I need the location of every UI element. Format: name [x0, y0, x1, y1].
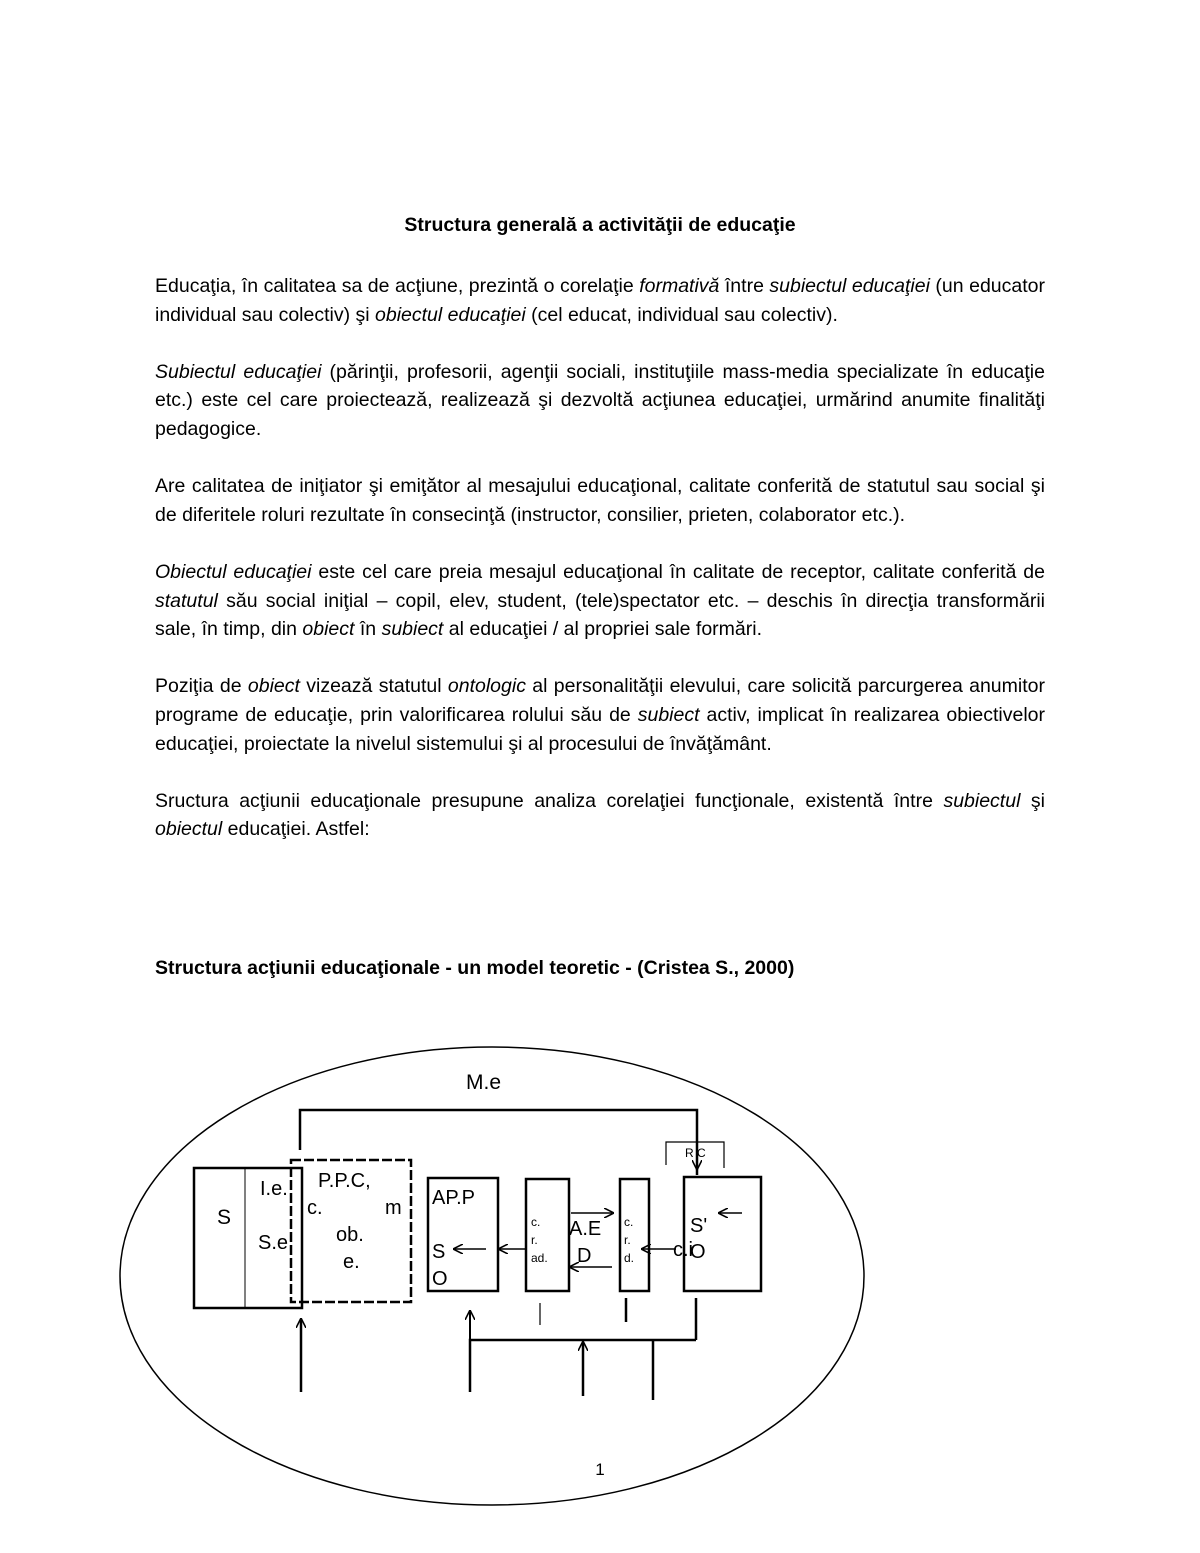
ob-label: ob.: [336, 1224, 364, 1246]
ie-label: I.e.: [260, 1178, 288, 1200]
s-prime-label: S': [690, 1215, 708, 1237]
app-label: AP.P: [432, 1187, 475, 1209]
paragraph-6: Sructura acţiunii educaţionale presupune analiza corelaţiei funcţionale, existentă între subiectul şi obiectul educaţiei. Astfel:: [155, 789, 1046, 841]
crd-d: d.: [624, 1251, 635, 1265]
diagram-title: Structura acţiunii educaţionale - un model teoretic - (Cristea S., 2000): [155, 957, 795, 979]
e-label: e.: [343, 1251, 360, 1273]
paragraph-5: Poziţia de obiect vizează statutul ontologic al personalităţii elevului, care solicită parcurgerea anumitor programe de educaţie, prin valorificarea rolului său de subiect activ, implicat în realizarea obiectivelor educaţiei, proiectate la nivelul sistemului şi al procesului de învăţământ.: [155, 675, 1045, 755]
se-label: S.e: [258, 1232, 289, 1254]
document-title: Structura generală a activităţii de educaţie: [404, 214, 796, 236]
crad-r: r.: [531, 1233, 538, 1247]
paragraph-1: Educaţia, în calitatea sa de acţiune, prezintă o corelaţie formativă între subiectul educaţiei (un educator individual sau colectiv) şi obiectul educaţiei (cel educat, individual sau colectiv).: [155, 275, 1046, 326]
page-number: 1: [595, 1460, 605, 1479]
object-o-label: O: [690, 1241, 706, 1263]
paragraph-3: Are calitatea de iniţiator şi emiţător al mesajului educaţional, calitate conferită de statutul sau social şi de diferitele roluri rezultate în consecinţă (instructor, consilier, prieten, colaborator etc.).: [155, 475, 1045, 526]
c-label: c.: [307, 1197, 323, 1219]
app-s-label: S: [432, 1241, 446, 1263]
crad-c: c.: [531, 1215, 541, 1229]
d-label: D: [577, 1245, 592, 1267]
ppc-label: P.P.C,: [318, 1170, 371, 1192]
crad-ad: ad.: [531, 1251, 548, 1265]
crd-c: c.: [624, 1215, 634, 1229]
ci-label: c.i: [673, 1239, 693, 1261]
paragraph-2: Subiectul educaţiei (părinţii, profesorii, agenţii sociali, instituţiile mass-media specializate în educaţie etc.) este cel care proiectează, realizează şi dezvoltă acţiunea educaţiei, urmărind anumite finalităţi pedagogice.: [155, 360, 1045, 440]
ae-label: A.E: [569, 1218, 602, 1240]
rc-label: R C: [685, 1146, 706, 1160]
me-label: M.e: [466, 1071, 502, 1094]
feedback-line: [300, 1110, 697, 1175]
environment-ellipse: [120, 1047, 864, 1505]
paragraph-4: Obiectul educaţiei este cel care preia mesajul educaţional în calitate de receptor, calitate conferită de statutul său social iniţial – copil, elev, student, (tele)spectator etc. – deschis în direcţia transformării sale, în timp, din obiect în subiect al educaţiei / al propriei sale formări.: [155, 560, 1045, 641]
subject-label: S: [217, 1206, 232, 1229]
m-label: m: [385, 1197, 402, 1219]
crd-r: r.: [624, 1233, 631, 1247]
app-o-label: O: [432, 1268, 448, 1290]
